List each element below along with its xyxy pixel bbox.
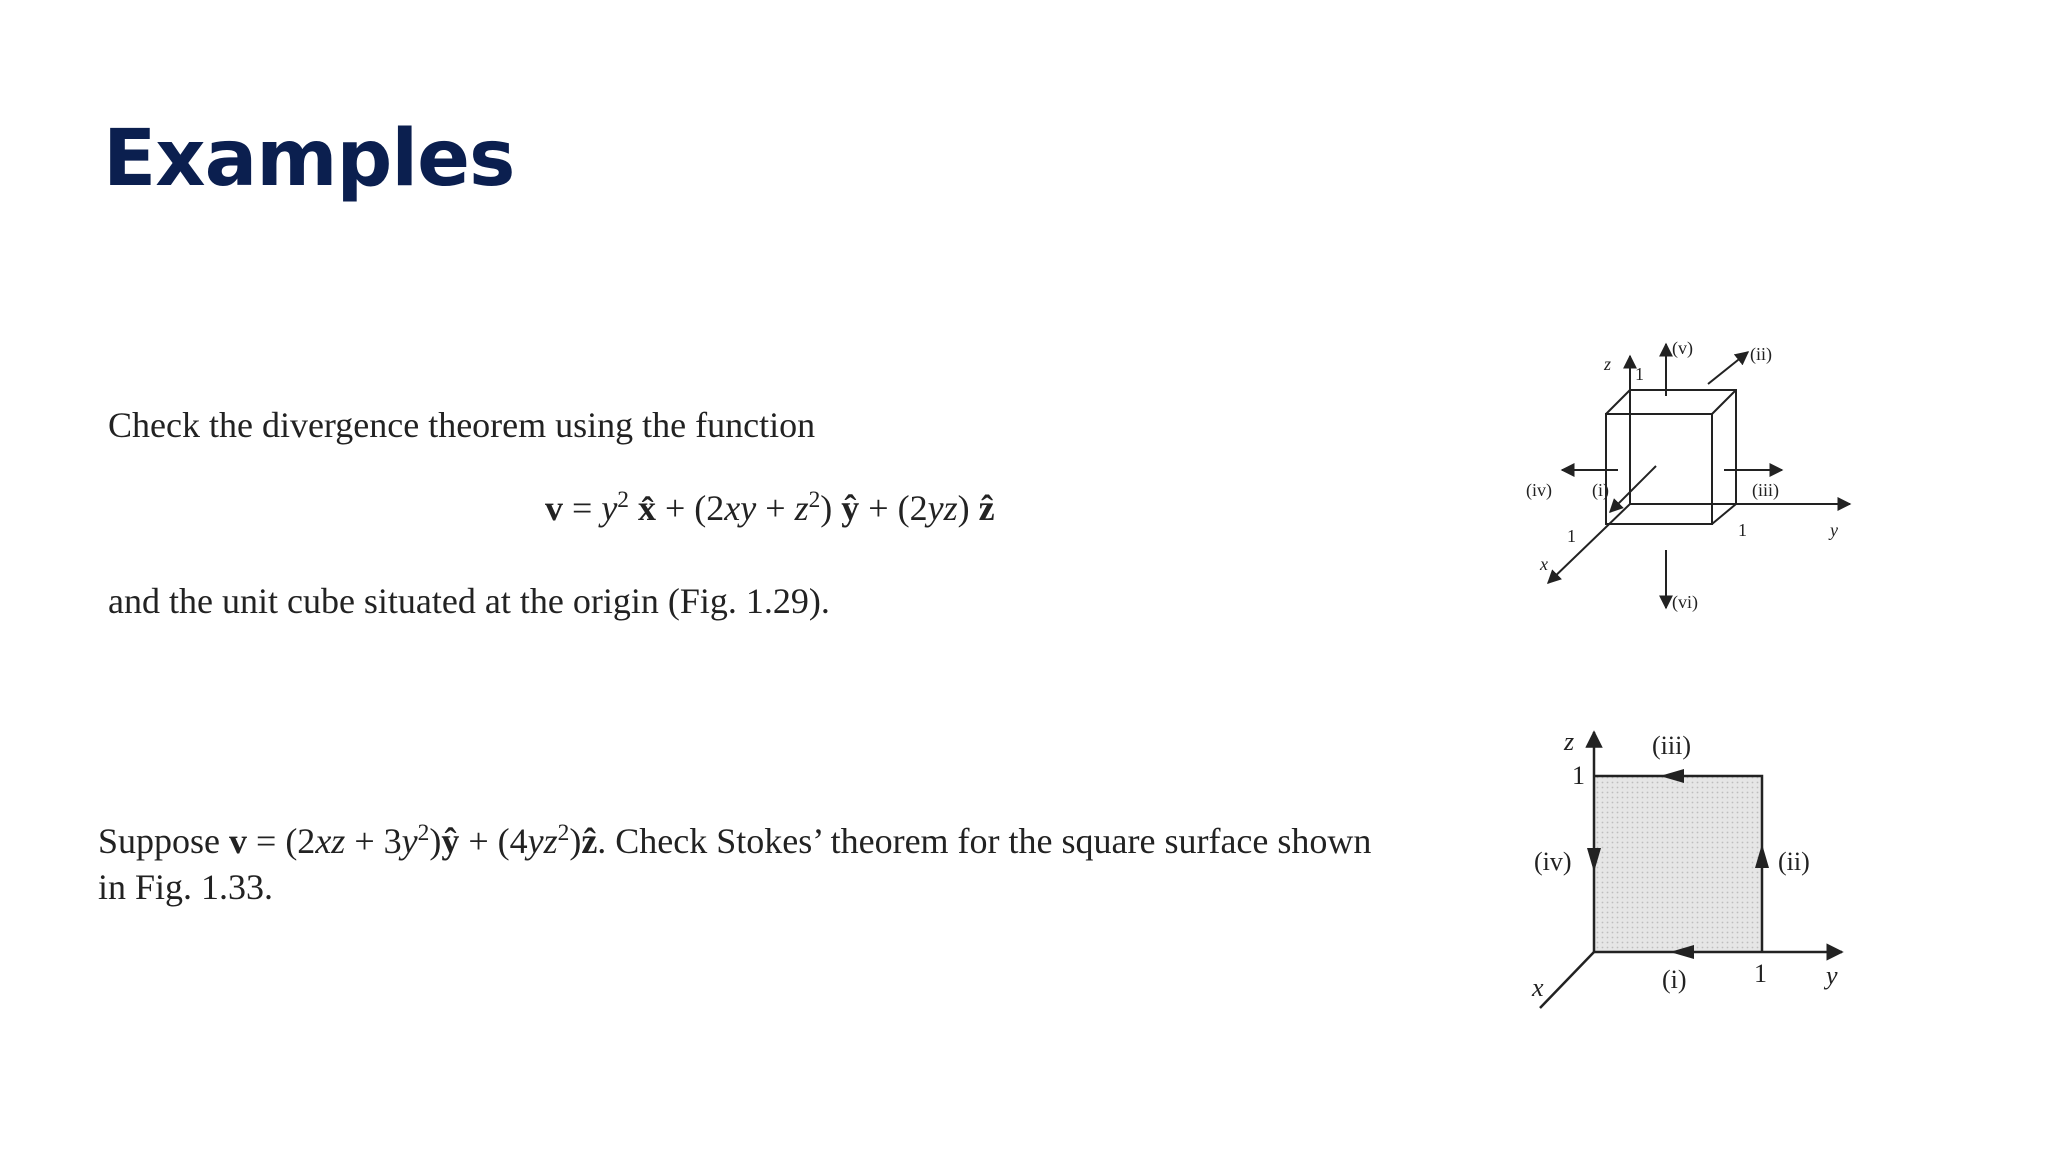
stokes-plus2: + (4 [459,821,528,861]
cube-label-iv: (iv) [1526,480,1552,500]
cube-x-axis [1548,504,1630,583]
stokes-y: y [401,821,418,861]
eq-equals: = [563,488,602,528]
stokes-line-2: in Fig. 1.33. [98,867,274,907]
stokes-plus: + 3 [345,821,402,861]
eq-t1-var: y [601,488,618,528]
stokes-yz: yz [527,821,558,861]
cube-label-v: (v) [1672,338,1693,358]
stokes-pre: Suppose [98,821,230,861]
square-label-one-z: 1 [1572,761,1585,790]
eq-z-hat: ẑ [978,488,995,528]
square-x-axis [1540,952,1594,1008]
square-label-x: x [1532,973,1544,1002]
square-surface-figure [1510,720,1890,1040]
eq-t3-close: ) [957,488,979,528]
cube-arrow-ii [1708,352,1748,384]
eq-plus3: + (2 [868,488,928,528]
eq-t2-close: ) [820,488,833,528]
eq-t2-vars: xy [724,488,757,528]
square-label-iv: (iv) [1534,847,1572,876]
stokes-z-hat: ẑ [581,821,598,861]
divergence-problem-closing: and the unit cube situated at the origin (Fig. 1.29). [108,581,830,621]
cube-arrow-i [1610,466,1656,512]
eq-t1-exp: 2 [617,487,629,513]
eq-plus1: + (2 [665,488,725,528]
stokes-xz: xz [315,821,346,861]
cube-label-one-x: 1 [1567,526,1576,546]
eq-v: v [545,488,563,528]
stokes-close1: ) [429,821,442,861]
stokes-post: . Check Stokes’ theorem for the square surface shown [597,821,1372,861]
stokes-v: v [229,821,248,861]
eq-x-hat: x̂ [629,488,665,528]
eq-t2-exp: 2 [808,487,821,513]
stokes-exp2: 2 [557,820,570,846]
eq-t3-vars: yz [927,488,958,528]
square-label-ii: (ii) [1778,847,1810,876]
square-label-y: y [1826,961,1838,990]
divergence-equation [545,487,995,529]
square-surface [1594,776,1762,952]
cube-label-one-y: 1 [1738,520,1747,540]
cube-label-i: (i) [1592,480,1609,500]
cube-front-face [1606,414,1712,524]
stokes-line-1 [98,818,1418,864]
eq-t2-var2: z [794,488,809,528]
stokes-close2: ) [569,821,582,861]
square-label-iii: (iii) [1652,731,1691,760]
square-label-one-y: 1 [1754,959,1767,988]
cube-label-y: y [1830,520,1838,540]
square-label-i: (i) [1662,965,1687,994]
cube-label-iii: (iii) [1752,480,1779,500]
stokes-eq: = (2 [247,821,316,861]
cube-label-z: z [1604,354,1612,374]
cube-label-ii: (ii) [1750,344,1772,364]
stokes-problem [98,818,1418,910]
cube-label-vi: (vi) [1672,592,1698,612]
slide-title: Examples [103,114,515,204]
unit-cube-figure [1500,330,1880,630]
divergence-problem-intro: Check the divergence theorem using the function [108,405,816,445]
eq-y-hat: ŷ [832,488,869,528]
stokes-exp1: 2 [417,820,430,846]
stokes-y-hat: ŷ [441,821,460,861]
cube-label-x: x [1540,554,1548,574]
cube-label-one-z: 1 [1635,364,1644,384]
eq-plus2: + [756,488,795,528]
square-label-z: z [1564,727,1575,756]
